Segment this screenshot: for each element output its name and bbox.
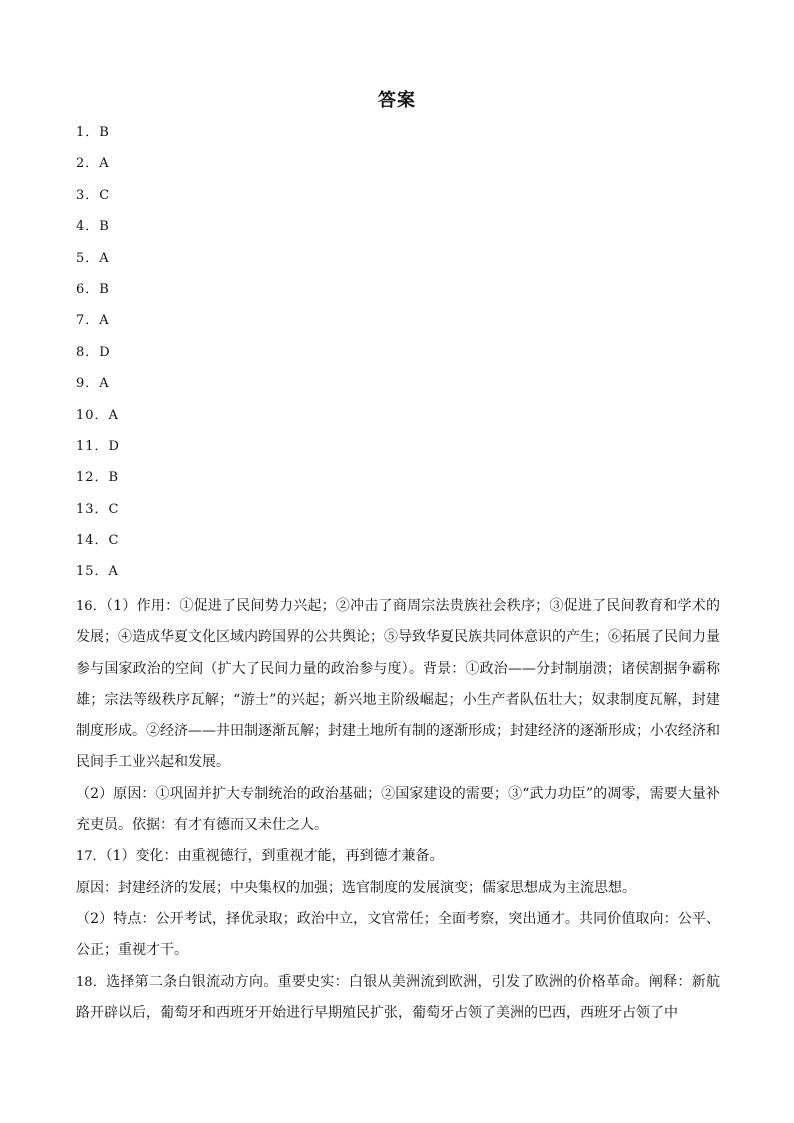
answer-number: 4．: [76, 219, 100, 235]
answer-choice: B: [99, 281, 110, 297]
q18-text: [76, 967, 720, 1030]
q16-part2: （2）原因：①巩固并扩大专制统治的政治基础；②国家建设的需要；③“武力功臣”的凋零，需要大量补充吏员。依据：有才有德而又未仕之人。: [76, 785, 720, 834]
answer-item: [76, 155, 736, 186]
answer-choice: A: [99, 156, 110, 172]
answer-item: [76, 124, 736, 155]
q17-part1-text: （1）变化：由重视德行，到重视才能，再到德才兼备。: [105, 848, 444, 865]
q16-part1-text: （1）作用：①促进了民间势力兴起；②冲击了商周宗法贵族社会秩序；③促进了民间教育和学术的发展；④造成华夏文化区域内跨国界的公共舆论；⑤导致华夏民族共同体意识的产生；⑥拓展了民间力量参与国家政治的空间（扩大了民间力量的政治参与度）。背景：①政治——分封制崩溃；诸侯割据争霸称雄；宗法等级秩序瓦解；“游士”的兴起；新兴地主阶级崛起；小生产者队伍壮大；奴隶制度瓦解，封建制度形成。②经济——井田制逐渐瓦解；封建土地所有制的逐渐形成；封建经济的逐渐形成；小农经济和民间手工业兴起和发展。: [76, 598, 720, 771]
answer-choice: A: [99, 250, 110, 266]
question-number: 17．: [76, 849, 106, 865]
answer-number: 11．: [76, 438, 109, 454]
answer-item: [76, 375, 736, 406]
answer-item: [76, 312, 736, 343]
q17-reason: 原因：封建经济的发展；中央集权的加强；选官制度的发展演变；儒家思想成为主流思想。: [76, 879, 636, 896]
answer-item: [76, 407, 736, 438]
answer-choice: A: [108, 564, 119, 580]
answer-item: [76, 218, 736, 249]
answer-number: 5．: [76, 250, 100, 266]
answer-number: 7．: [76, 313, 100, 329]
answer-choice: C: [99, 187, 111, 203]
answer-number: 10．: [76, 407, 109, 423]
answer-list: [76, 124, 736, 595]
answer-item: [76, 438, 736, 469]
question-number: 16．: [76, 599, 107, 614]
q17-part2: （2）特点：公开考试，择优录取；政治中立，文官常任；全面考察，突出通才。共同价值取向：公平、公正；重视才干。: [76, 910, 720, 959]
answer-item: [76, 250, 736, 281]
answer-item: [76, 469, 736, 500]
answer-item: [76, 281, 736, 312]
answer-choice: A: [108, 407, 119, 423]
answer-choice: C: [108, 533, 120, 549]
essay-answers: [76, 591, 720, 1029]
answer-choice: B: [99, 125, 110, 140]
q16-part1: [76, 591, 720, 779]
answer-choice: B: [108, 470, 120, 486]
answer-choice: A: [99, 313, 110, 329]
answer-number: 1．: [76, 125, 100, 140]
page-title: 答案: [378, 90, 416, 111]
answer-number: 6．: [76, 281, 100, 297]
q18-body: 选择第二条白银流动方向。重要史实：白银从美洲流到欧洲，引发了欧洲的价格革命。阐释：新航路开辟以后，葡萄牙和西班牙开始进行早期殖民扩张，葡萄牙占领了美洲的巴西，西班牙占领了中: [76, 973, 720, 1021]
question-number: 18．: [76, 974, 107, 990]
answer-choice: D: [99, 344, 111, 360]
answer-number: 8．: [76, 344, 100, 360]
answer-number: 15．: [76, 564, 109, 580]
answer-item: [76, 532, 736, 563]
answer-item: [76, 187, 736, 218]
answer-number: 9．: [76, 376, 100, 392]
answer-number: 13．: [76, 501, 109, 517]
answer-number: 14．: [76, 533, 109, 549]
answer-item: [76, 501, 736, 532]
answer-choice: A: [99, 376, 110, 392]
q17-part1: [76, 841, 720, 872]
answer-choice: B: [99, 219, 110, 235]
answer-choice: C: [108, 501, 120, 517]
answer-choice: D: [108, 438, 120, 454]
answer-number: 2．: [76, 156, 100, 172]
answer-number: 3．: [76, 187, 100, 203]
answer-item: [76, 344, 736, 375]
answer-number: 12．: [76, 470, 109, 486]
